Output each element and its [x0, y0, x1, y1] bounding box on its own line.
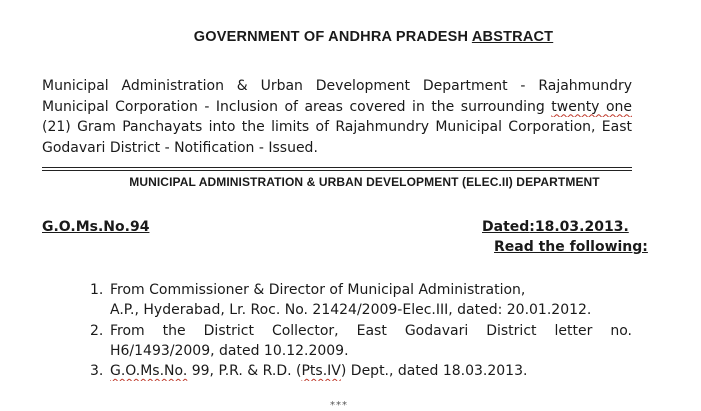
read-the-following: Read the following: [494, 239, 648, 255]
dated-label: Dated [482, 219, 530, 235]
department-title [0, 175, 701, 189]
reference-item [90, 321, 632, 362]
reference-text: 99, P.R. & R.D. ( [187, 363, 302, 380]
department-label: MUNICIPAL ADMINISTRATION & URBAN DEVELOPMENT (ELEC.II) DEPARTMENT [129, 175, 600, 189]
subject-line-2 [42, 97, 632, 118]
go-number: G.O.Ms.No.94 [42, 219, 150, 235]
order-date [482, 219, 629, 235]
subject-line-4: Godavari District - Notification - Issued. [42, 139, 318, 156]
heading-abstract: ABSTRACT [471, 29, 554, 45]
reference-line: H6/1493/2009, dated 10.12.2009. [110, 342, 349, 359]
reference-number: 1. [90, 282, 104, 298]
heading-main: GOVERNMENT OF ANDHRA PRADESH [193, 29, 469, 45]
reference-line [110, 361, 632, 381]
dated-value: :18.03.2013. [529, 219, 629, 235]
footer-marks: *** [330, 400, 348, 411]
reference-line: A.P., Hyderabad, Lr. Roc. No. 21424/2009-Elec.III, dated: 20.01.2012. [110, 302, 592, 319]
spellcheck-underline-twenty-one[interactable]: twenty one [551, 98, 632, 115]
reference-list [90, 280, 632, 381]
divider-bottom [42, 170, 632, 171]
reference-number: 3. [90, 363, 104, 380]
spellcheck-underline-pts[interactable]: Pts.IV [301, 363, 341, 380]
subject-line-3: (21) Gram Panchayats into the limits of Rajahmundry Municipal Corporation, East [42, 119, 632, 135]
subject-line-2-text: Municipal Corporation - Inclusion of areas covered in the surrounding [42, 98, 552, 115]
reference-number: 2. [90, 322, 104, 339]
reference-line: From the District Collector, East Godavari District letter no. [110, 322, 632, 339]
divider-top [42, 167, 632, 168]
reference-text: ) Dept., dated 18.03.2013. [340, 363, 528, 380]
reference-item [90, 280, 632, 321]
document-heading [0, 29, 701, 45]
subject-paragraph [42, 76, 632, 158]
spellcheck-underline-goms[interactable]: G.O.Ms.No. [110, 363, 188, 380]
reference-line: From Commissioner & Director of Municipal Administration, [110, 282, 526, 298]
reference-item [90, 361, 632, 381]
subject-line-1: Municipal Administration & Urban Development Department - Rajahmundry [42, 78, 632, 94]
